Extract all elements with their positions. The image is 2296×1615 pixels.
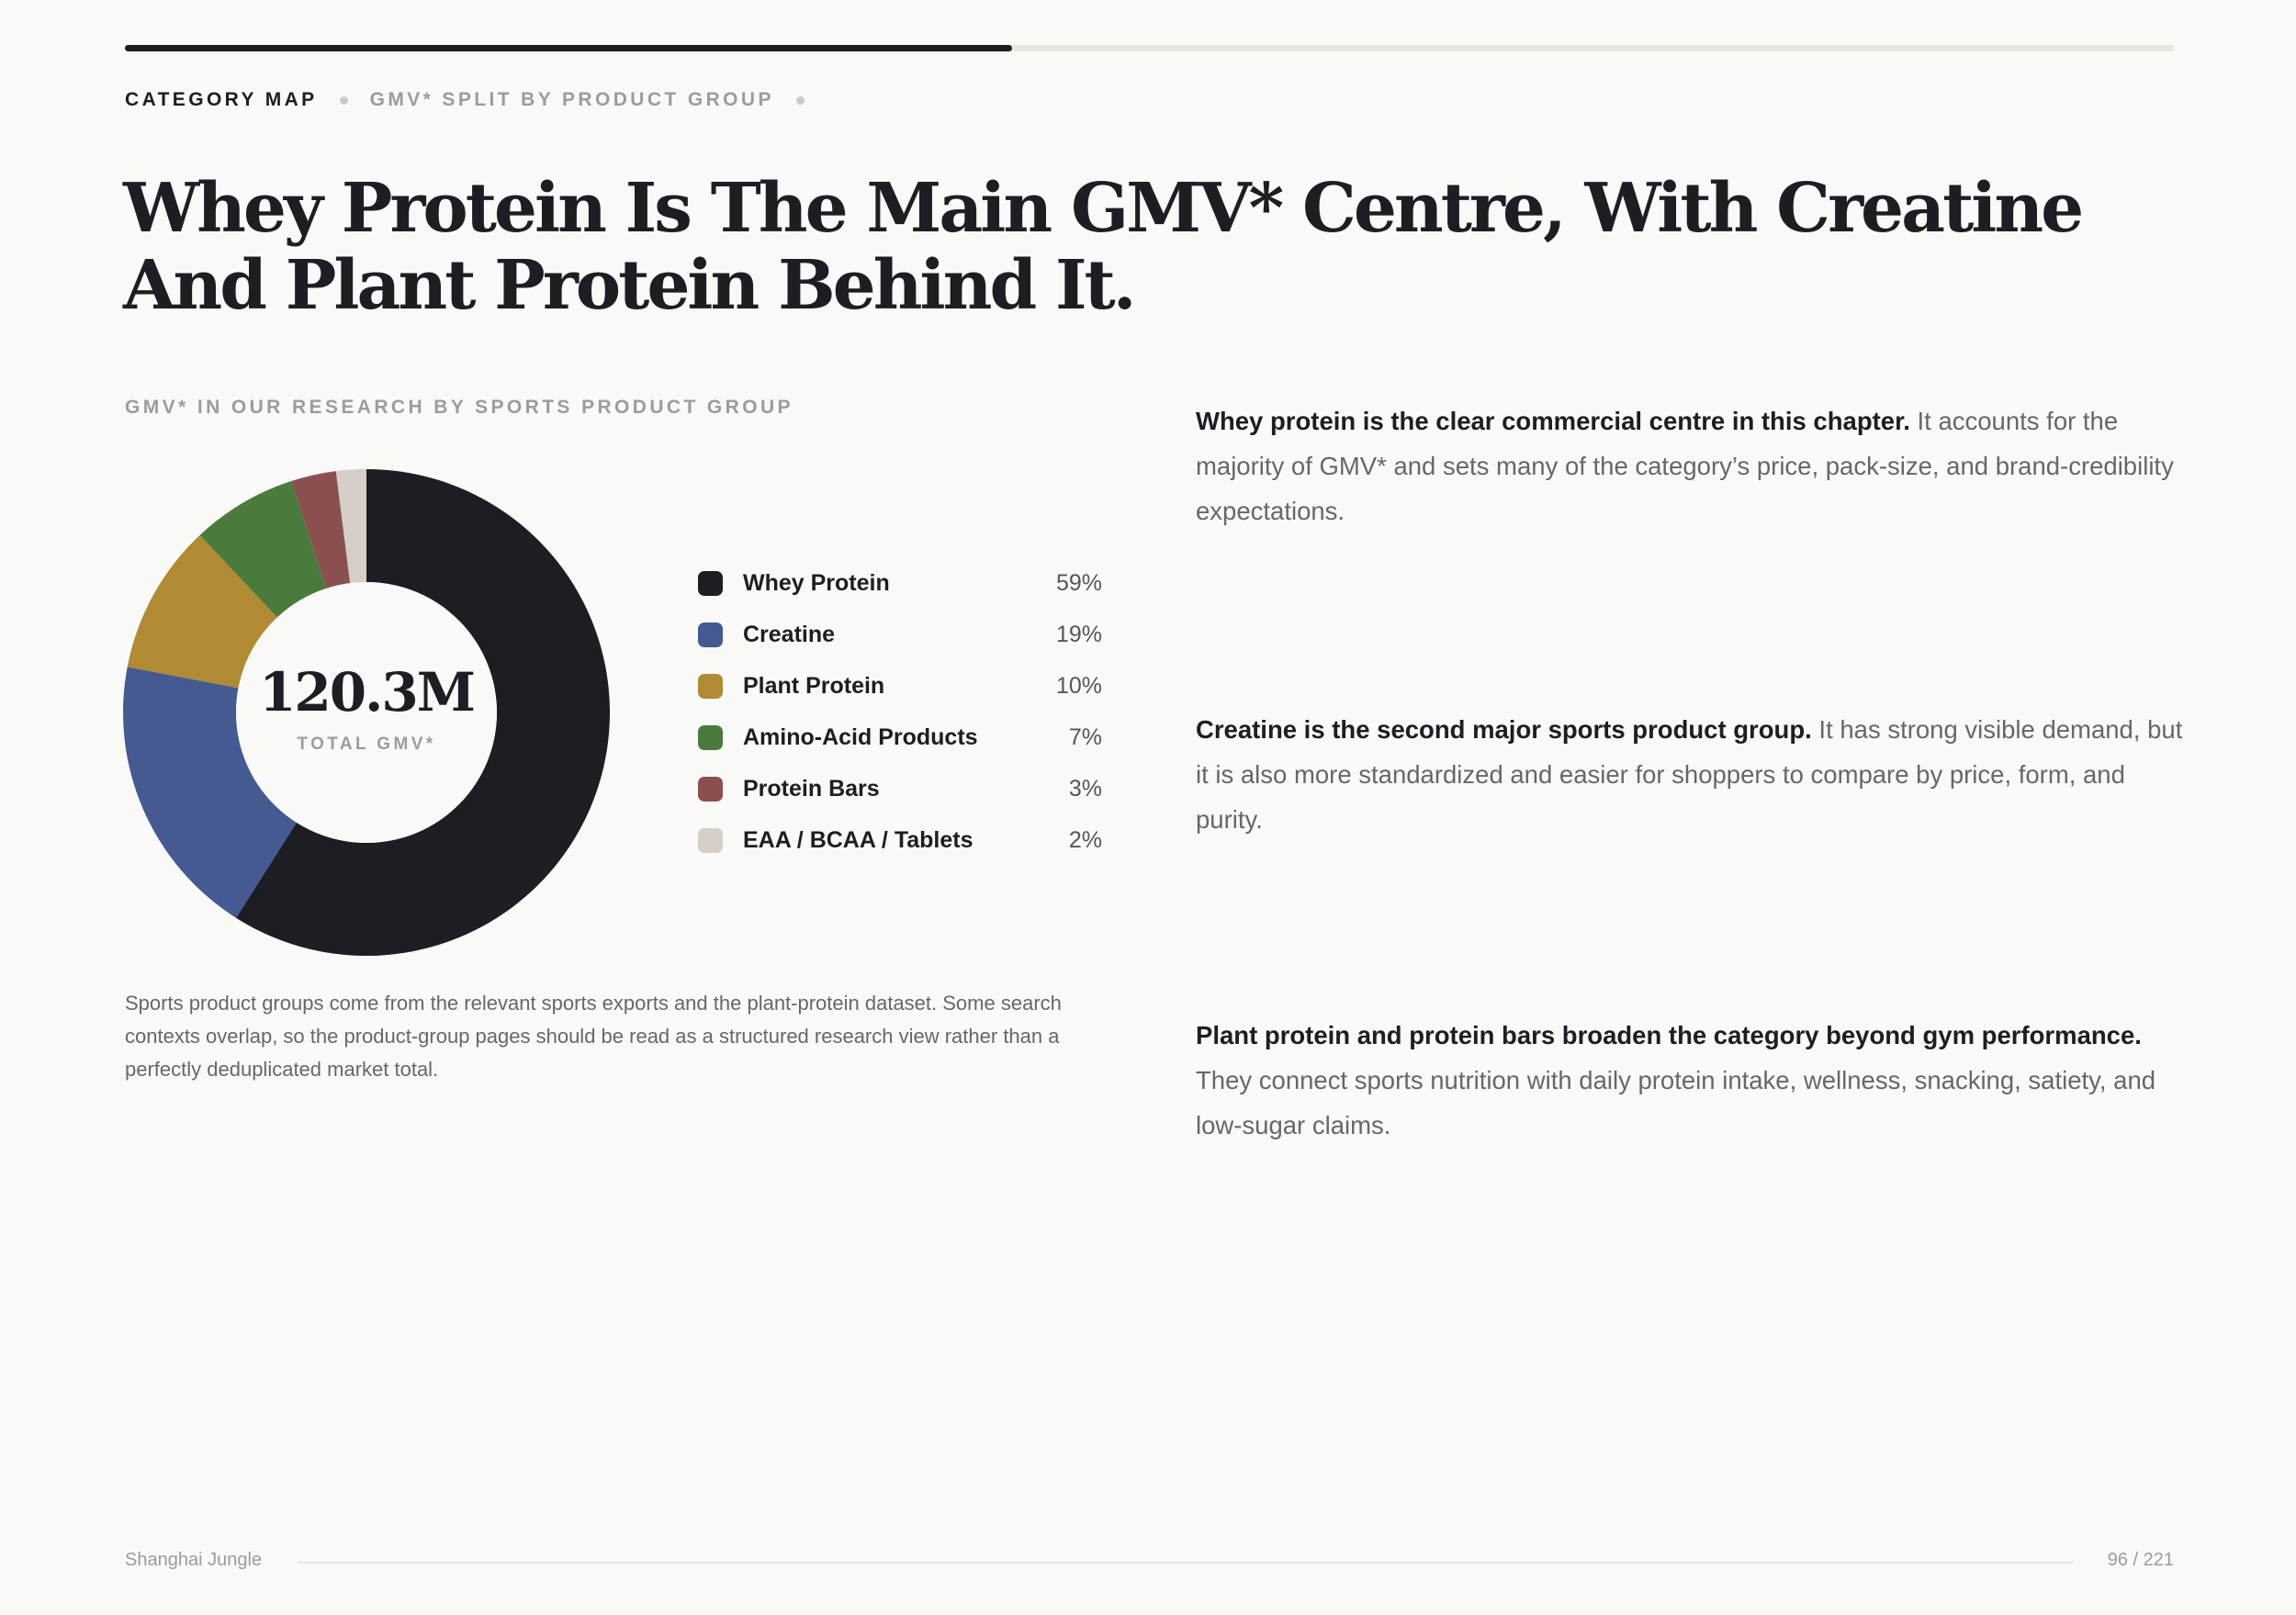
legend-value: 7% bbox=[1068, 723, 1102, 750]
deck-progress-fill bbox=[125, 45, 1012, 51]
legend-label: Plant Protein bbox=[743, 672, 885, 699]
deck-progress-bar bbox=[125, 45, 2174, 51]
legend-label: EAA / BCAA / Tablets bbox=[743, 826, 974, 853]
insight-plant-protein bbox=[1196, 1013, 2183, 1148]
breadcrumb-trailing-dot bbox=[796, 96, 805, 105]
page-number: 96 / 221 bbox=[2107, 1550, 2174, 1570]
legend-item-protein-bars bbox=[698, 763, 1102, 814]
breadcrumb-section: CATEGORY MAP bbox=[125, 89, 318, 110]
legend-swatch bbox=[698, 571, 723, 596]
legend-value: 19% bbox=[1055, 621, 1102, 647]
insight-plant-protein-body: They connect sports nutrition with daily protein intake, wellness, snacking, satiety, and low-sugar claims. bbox=[1196, 1066, 2156, 1139]
insight-whey bbox=[1196, 398, 2183, 533]
insight-creatine-body: It has strong visible demand, but it is also more standardized and easier for shoppers to compare by price, form, and purity. bbox=[1196, 715, 2183, 834]
legend-swatch bbox=[698, 674, 723, 699]
legend-value: 59% bbox=[1055, 569, 1102, 596]
insight-whey-body: It accounts for the majority of GMV* and sets many of the category’s price, pack-size, and brand-credibility expectations. bbox=[1196, 407, 2174, 525]
legend-swatch bbox=[698, 777, 723, 802]
legend-swatch bbox=[698, 622, 723, 647]
breadcrumb bbox=[125, 88, 827, 112]
chart-legend bbox=[698, 557, 1102, 866]
legend-item-plant-protein bbox=[698, 660, 1102, 712]
legend-label: Creatine bbox=[743, 621, 836, 647]
footer-brand: Shanghai Jungle bbox=[125, 1550, 263, 1570]
insight-creatine-lead: Creatine is the second major sports product group. bbox=[1196, 715, 1812, 744]
chart-title: GMV* IN OUR RESEARCH BY SPORTS PRODUCT GROUP bbox=[125, 397, 793, 418]
legend-value: 2% bbox=[1068, 826, 1102, 853]
insight-creatine bbox=[1196, 707, 2183, 842]
legend-label: Protein Bars bbox=[743, 775, 880, 802]
donut-center-value: 120.3M bbox=[259, 661, 474, 723]
insight-plant-protein-lead: Plant protein and protein bars broaden the category beyond gym performance. bbox=[1196, 1021, 2142, 1049]
legend-item-whey-protein bbox=[698, 557, 1102, 609]
donut-center-label: TOTAL GMV* bbox=[297, 735, 436, 754]
legend-item-eaa-bcaa-tablets bbox=[698, 814, 1102, 866]
breadcrumb-subsection: GMV* SPLIT BY PRODUCT GROUP bbox=[369, 89, 774, 110]
page-title: Whey Protein Is The Main GMV* Centre, With Creatine And Plant Protein Behind It. bbox=[123, 169, 2082, 325]
legend-swatch bbox=[698, 828, 723, 853]
legend-value: 10% bbox=[1055, 672, 1102, 699]
legend-label: Whey Protein bbox=[743, 569, 890, 596]
legend-value: 3% bbox=[1068, 775, 1102, 802]
legend-item-amino-acid-products bbox=[698, 712, 1102, 763]
footer-divider bbox=[298, 1562, 2074, 1564]
legend-label: Amino-Acid Products bbox=[743, 723, 978, 750]
legend-item-creatine bbox=[698, 609, 1102, 660]
chart-footnote: Sports product groups come from the relevant sports exports and the plant-protein dataset. Some search contexts overlap, so the product-group pages should be read as a structured research view rather than a perfectly deduplicated market total. bbox=[125, 992, 1062, 1081]
legend-swatch bbox=[698, 725, 723, 750]
insight-whey-lead: Whey protein is the clear commercial centre in this chapter. bbox=[1196, 407, 1910, 435]
breadcrumb-separator-dot bbox=[340, 96, 348, 105]
